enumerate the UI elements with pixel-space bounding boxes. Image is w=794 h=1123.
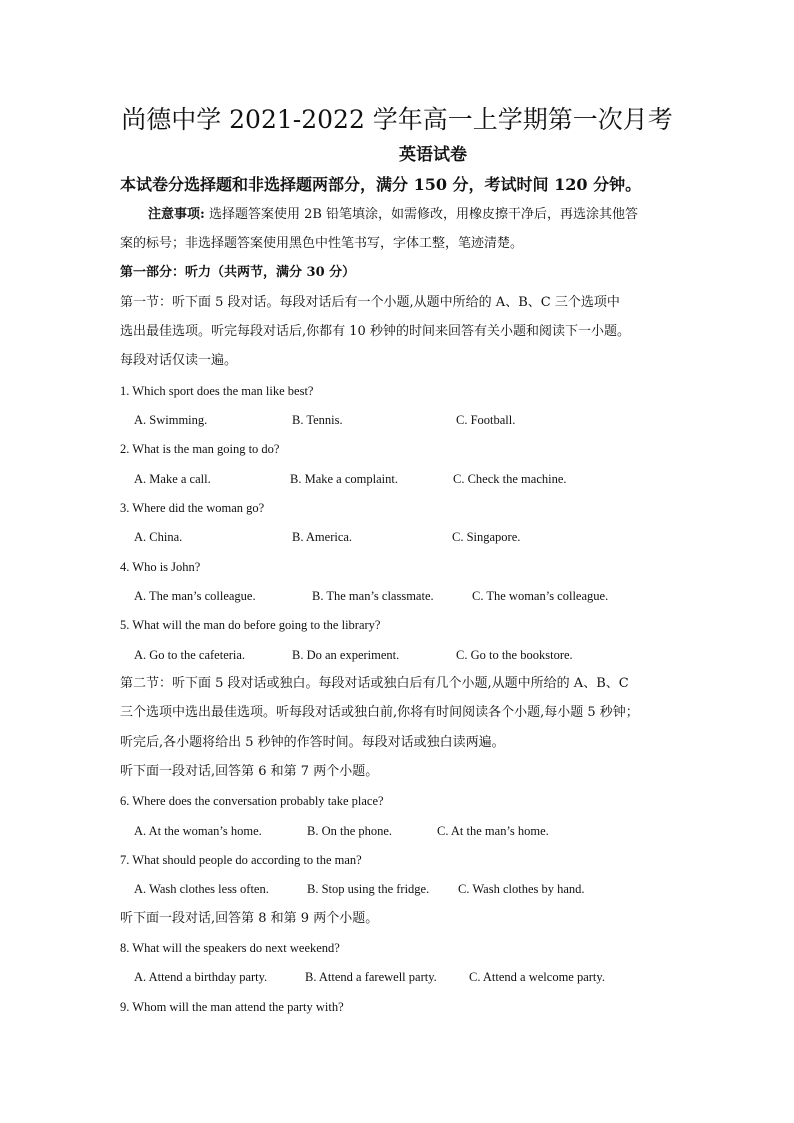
q6-option-b: B. On the phone. [307,824,393,838]
exam-title: 尚德中学 2021-2022 学年高一上学期第一次月考 [121,105,673,134]
q4-option-c: C. The woman’s colleague. [472,589,609,603]
question-9: 9. Whom will the man attend the party with? [120,1000,344,1014]
notice-label: 注意事项: [148,207,205,222]
q4-option-a: A. The man’s colleague. [134,589,256,603]
part1-heading: 第一部分：听力（共两节，满分 30 分） [120,265,356,280]
instruction-q8-q9: 听下面一段对话,回答第 8 和第 9 两个小题。 [120,911,379,926]
q6-option-c: C. At the man’s home. [437,824,549,838]
question-7: 7. What should people do according to the man? [120,853,362,867]
question-1: 1. Which sport does the man like best? [120,384,314,398]
q3-option-c: C. Singapore. [452,530,521,544]
q7-option-c: C. Wash clothes by hand. [458,882,585,896]
q5-option-a: A. Go to the cafeteria. [134,648,246,662]
q5-option-c: C. Go to the bookstore. [456,648,573,662]
q7-option-a: A. Wash clothes less often. [134,882,269,896]
q2-option-a: A. Make a call. [134,472,211,486]
section2-line-1: 第二节：听下面 5 段对话或独白。每段对话或独白后有几个小题,从题中所给的 A、B、C [120,676,629,691]
notice-line-1 [148,205,638,225]
q4-option-b: B. The man’s classmate. [312,589,434,603]
question-3: 3. Where did the woman go? [120,501,265,515]
section1-line-3: 每段对话仅读一遍。 [120,353,238,368]
exam-intro: 本试卷分选择题和非选择题两部分，满分 150 分，考试时间 120 分钟。 [120,175,642,194]
q1-option-a: A. Swimming. [134,413,208,427]
q1-option-b: B. Tennis. [292,413,343,427]
instruction-q6-q7: 听下面一段对话,回答第 6 和第 7 两个小题。 [120,764,379,779]
exam-subtitle: 英语试卷 [399,145,467,165]
section1-line-1: 第一节：听下面 5 段对话。每段对话后有一个小题,从题中所给的 A、B、C 三个选项中 [120,295,620,310]
q3-option-b: B. America. [292,530,353,544]
question-5: 5. What will the man do before going to the library? [120,618,381,632]
q8-option-b: B. Attend a farewell party. [305,970,437,984]
q6-option-a: A. At the woman’s home. [134,824,262,838]
section2-line-3: 听完后,各小题将给出 5 秒钟的作答时间。每段对话或独白读两遍。 [120,735,505,750]
q2-option-b: B. Make a complaint. [290,472,398,486]
q5-option-b: B. Do an experiment. [292,648,400,662]
question-4: 4. Who is John? [120,560,201,574]
q1-option-c: C. Football. [456,413,516,427]
question-6: 6. Where does the conversation probably take place? [120,794,384,808]
q7-option-b: B. Stop using the fridge. [307,882,430,896]
notice-text-1: 选择题答案使用 2B 铅笔填涂，如需修改，用橡皮擦干净后，再选涂其他答 [204,207,639,222]
question-2: 2. What is the man going to do? [120,442,280,456]
question-8: 8. What will the speakers do next weekend? [120,941,340,955]
section2-line-2: 三个选项中选出最佳选项。听每段对话或独白前,你将有时间阅读各个小题,每小题 5 秒钟； [120,705,639,720]
notice-line-2: 案的标号；非选择题答案使用黑色中性笔书写，字体工整，笔迹清楚。 [120,236,524,251]
section1-line-2: 选出最佳选项。听完每段对话后,你都有 10 秒钟的时间来回答有关小题和阅读下一小题。 [120,324,630,339]
q2-option-c: C. Check the machine. [453,472,567,486]
q8-option-a: A. Attend a birthday party. [134,970,268,984]
q8-option-c: C. Attend a welcome party. [469,970,605,984]
q3-option-a: A. China. [134,530,183,544]
